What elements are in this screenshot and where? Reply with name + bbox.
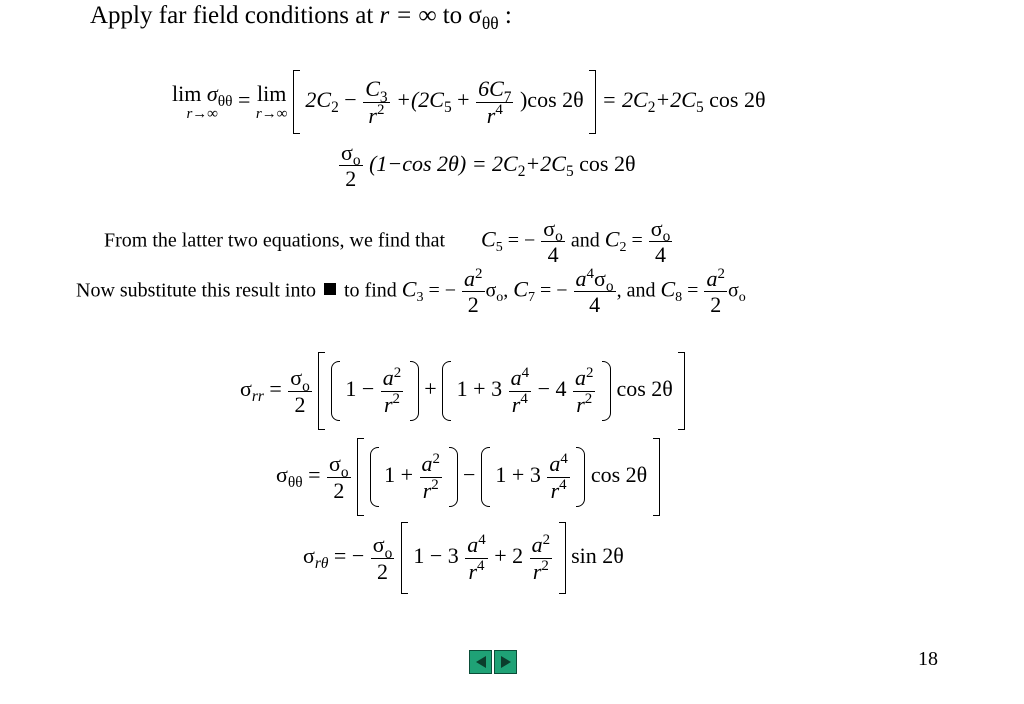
square-marker-icon bbox=[324, 283, 336, 295]
srt-pre-den: 2 bbox=[377, 558, 389, 584]
sigma-thetatheta-equation bbox=[276, 438, 660, 516]
srt-f1-den: r bbox=[468, 558, 478, 584]
line3-f2-num-sub: o bbox=[662, 228, 671, 246]
previous-slide-button[interactable] bbox=[469, 650, 492, 674]
srt-lhs: σ bbox=[303, 543, 315, 569]
slide-navigation bbox=[469, 650, 517, 674]
srt-frac1 bbox=[465, 532, 487, 584]
eq1-minus: − bbox=[344, 87, 357, 113]
page-number: 18 bbox=[918, 648, 938, 670]
eq2-sub2: 5 bbox=[565, 163, 574, 181]
title-sigma-sub: θθ bbox=[481, 13, 499, 34]
line4-text1: Now substitute this result into bbox=[76, 279, 316, 302]
lim2-word: lim bbox=[256, 80, 287, 106]
triangle-left-icon bbox=[473, 654, 489, 670]
line3-f1-den: 4 bbox=[547, 242, 559, 268]
eq1-c5-sub: 5 bbox=[443, 99, 452, 117]
line4-c7: C bbox=[513, 276, 528, 302]
srr-p2-f2-den: r bbox=[576, 391, 585, 417]
srr-paren2-close bbox=[602, 361, 611, 421]
stt-p2-num-sup: 4 bbox=[560, 450, 568, 467]
line4-c8: C bbox=[660, 276, 676, 302]
sigma0-over-2 bbox=[339, 140, 363, 192]
lim-sigma: σ bbox=[206, 80, 218, 106]
stt-p1-frac bbox=[420, 451, 442, 503]
eq1-cos: )cos 2θ bbox=[519, 87, 584, 113]
srr-p2-frac1 bbox=[509, 365, 531, 417]
line3-f1-num: σ bbox=[543, 216, 556, 241]
line4-c7-sub: 7 bbox=[527, 290, 535, 306]
line4-f3-num: a bbox=[706, 266, 718, 291]
stt-right-bracket bbox=[653, 438, 660, 516]
srr-p2-f1-den: r bbox=[511, 391, 521, 417]
sigma-rtheta-equation bbox=[303, 522, 624, 594]
line3-c2: C bbox=[604, 226, 620, 252]
stt-p1-a: 1 + bbox=[384, 462, 414, 488]
line4-frac2 bbox=[574, 266, 616, 318]
srr-p1-frac bbox=[381, 365, 403, 417]
eq1-2c2-sub: 2 bbox=[331, 99, 339, 117]
eq2-sigma: σ bbox=[341, 140, 353, 165]
line3-c5: C bbox=[481, 226, 496, 252]
line3-eq-neg: = − bbox=[502, 229, 536, 252]
stt-prefactor bbox=[327, 451, 351, 503]
eq2-cos: cos 2θ bbox=[579, 150, 636, 176]
eq2-den: 2 bbox=[345, 166, 357, 192]
stt-p2-frac bbox=[547, 451, 569, 503]
c7-den: r bbox=[486, 102, 496, 128]
line3-frac1 bbox=[541, 216, 565, 268]
srr-pre-num: σ bbox=[290, 365, 303, 391]
eq1-2c2: 2C bbox=[305, 87, 332, 113]
srr-pre-den: 2 bbox=[294, 391, 306, 417]
srr-p2-a: 1 + 3 bbox=[456, 376, 503, 402]
triangle-right-icon bbox=[498, 654, 514, 670]
lim-under: r→∞ bbox=[186, 105, 218, 122]
srt-sin: sin 2θ bbox=[571, 543, 624, 569]
stt-lhs: σ bbox=[276, 462, 288, 488]
srr-cos: cos 2θ bbox=[616, 376, 673, 402]
srr-lhs-sub: rr bbox=[251, 388, 264, 406]
substitute-line bbox=[76, 266, 746, 318]
line4-f1-num-sup: 2 bbox=[475, 265, 483, 282]
srt-lhs-sub: rθ bbox=[314, 555, 329, 573]
stt-p2-den: r bbox=[550, 477, 560, 503]
stt-paren2-open bbox=[481, 447, 490, 507]
eq2-body: (1−cos 2θ) = 2C bbox=[369, 150, 518, 176]
srt-f2-den: r bbox=[532, 558, 542, 584]
line4-f3-num-sup: 2 bbox=[717, 265, 725, 282]
line3-f2-num: σ bbox=[650, 216, 663, 241]
far-field-equation bbox=[338, 140, 636, 192]
line4-comma2: , bbox=[616, 279, 622, 302]
line4-f1-num: a bbox=[464, 266, 476, 291]
line4-frac1 bbox=[462, 266, 484, 318]
srt-f1-num-sup: 4 bbox=[478, 531, 486, 548]
line4-sigma2: σ bbox=[727, 279, 739, 302]
srr-p2-f1-den-sup: 4 bbox=[520, 391, 528, 408]
srt-f2-num-sup: 2 bbox=[542, 531, 551, 548]
line4-f2-num-a: a bbox=[575, 266, 587, 291]
line3-c2-sub: 2 bbox=[619, 240, 627, 256]
srr-p2-f1-num: a bbox=[510, 365, 522, 391]
stt-paren1-close bbox=[449, 447, 458, 507]
srr-paren1-open bbox=[331, 361, 340, 421]
6c7-over-r4 bbox=[476, 76, 513, 128]
stt-p1-num: a bbox=[421, 451, 433, 477]
line3-f1-num-sub: o bbox=[555, 228, 563, 246]
srt-f2-num: a bbox=[531, 532, 543, 558]
stt-paren2-close bbox=[576, 447, 585, 507]
line3-eq: = bbox=[626, 229, 643, 252]
line4-frac3 bbox=[704, 266, 726, 318]
eq1-rhs: = 2C bbox=[601, 87, 648, 113]
stt-left-bracket bbox=[357, 438, 364, 516]
stt-minus: − bbox=[463, 462, 476, 488]
lim-sigma-sub: θθ bbox=[217, 93, 233, 111]
srt-eq: = − bbox=[328, 543, 365, 569]
line4-f3-den: 2 bbox=[710, 292, 722, 318]
srr-paren2-open bbox=[442, 361, 451, 421]
title-text: Apply far field conditions at bbox=[90, 2, 374, 29]
c7-num: 6C bbox=[478, 76, 504, 102]
line4-f2-num-sig-sub: o bbox=[605, 278, 614, 296]
line4-sigma2-sub: o bbox=[738, 290, 746, 306]
srr-p1-num: a bbox=[382, 365, 394, 391]
limit-rhs bbox=[256, 82, 288, 123]
c3-den-sup: 2 bbox=[376, 102, 385, 119]
stt-p2-a: 1 + 3 bbox=[495, 462, 541, 488]
line4-f2-num-sig: σ bbox=[594, 266, 606, 291]
stt-paren1-open bbox=[370, 447, 379, 507]
srt-left-bracket bbox=[401, 522, 408, 594]
srr-pre-num-sub: o bbox=[302, 377, 310, 395]
stt-lhs-sub: θθ bbox=[287, 474, 303, 492]
srr-p1-den: r bbox=[383, 391, 393, 417]
eq1-rhs-sub1: 2 bbox=[647, 99, 656, 117]
title-r-infinity: r = ∞ bbox=[379, 2, 437, 29]
srt-pre-num-sub: o bbox=[384, 544, 393, 562]
line3-text: From the latter two equations, we find that bbox=[104, 229, 446, 252]
stt-p2-den-sup: 4 bbox=[559, 477, 567, 494]
stt-p1-den-sup: 2 bbox=[431, 477, 439, 494]
line4-text2: to find bbox=[344, 279, 397, 302]
line3-frac2 bbox=[649, 216, 673, 268]
srr-p2-f2-den-sup: 2 bbox=[584, 391, 593, 408]
srt-pre-num: σ bbox=[372, 532, 385, 558]
stt-eq: = bbox=[302, 462, 321, 488]
srr-p1-a: 1 − bbox=[345, 376, 375, 402]
line4-sigma-sub: o bbox=[496, 290, 504, 306]
stt-pre-num-sub: o bbox=[340, 463, 349, 481]
right-bracket bbox=[589, 70, 596, 134]
srr-paren1-close bbox=[410, 361, 419, 421]
sigma-rr-equation bbox=[240, 352, 685, 430]
line3-and: and bbox=[570, 229, 600, 252]
srr-p2-f2-num: a bbox=[574, 365, 586, 391]
slide-title bbox=[90, 2, 512, 34]
eq1-rhs-cos: cos 2θ bbox=[709, 87, 766, 113]
line4-c3-sub: 3 bbox=[416, 290, 424, 306]
line4-and: and bbox=[626, 279, 656, 302]
srr-right-bracket bbox=[678, 352, 685, 430]
limit-equation bbox=[172, 70, 766, 134]
srr-prefactor bbox=[288, 365, 312, 417]
srt-frac2 bbox=[530, 532, 552, 584]
srt-f1-den-sup: 4 bbox=[477, 558, 485, 575]
stt-pre-den: 2 bbox=[333, 477, 345, 503]
eq1-equals: = bbox=[237, 87, 251, 113]
limit-lhs bbox=[172, 82, 232, 123]
srt-right-bracket bbox=[559, 522, 566, 594]
srr-p2-mid: − 4 bbox=[537, 376, 567, 402]
stt-p2-num: a bbox=[549, 451, 561, 477]
latter-equations-line bbox=[104, 216, 673, 268]
line4-comma1: , bbox=[503, 279, 509, 302]
eq1-rhs-mid: +2C bbox=[655, 87, 696, 113]
eq1-rhs-sub2: 5 bbox=[695, 99, 704, 117]
line4-eq-neg2: = − bbox=[534, 279, 568, 302]
title-to-sigma: to σ bbox=[442, 2, 482, 29]
line4-f2-den: 4 bbox=[589, 292, 601, 318]
title-colon: : bbox=[504, 2, 512, 29]
c3-over-r2 bbox=[363, 76, 389, 128]
line4-eq-neg: = − bbox=[423, 279, 457, 302]
srt-a: 1 − 3 bbox=[413, 543, 459, 569]
stt-pre-num: σ bbox=[329, 451, 341, 477]
stt-p1-num-sup: 2 bbox=[432, 450, 440, 467]
c7-den-sup: 4 bbox=[495, 102, 503, 119]
line4-c8-sub: 8 bbox=[675, 290, 683, 306]
stt-cos: cos 2θ bbox=[590, 462, 648, 488]
srr-p2-frac2 bbox=[573, 365, 595, 417]
srr-lhs: σ bbox=[240, 376, 252, 402]
srr-plus: + bbox=[424, 376, 437, 402]
c7-num-sub: 7 bbox=[503, 88, 512, 106]
c3-num: C bbox=[365, 76, 380, 102]
srt-prefactor bbox=[371, 532, 395, 584]
line4-c3: C bbox=[401, 276, 417, 302]
line4-f1-den: 2 bbox=[467, 292, 479, 318]
line4-sigma: σ bbox=[485, 279, 497, 302]
srr-eq: = bbox=[263, 376, 282, 402]
srr-p1-num-sup: 2 bbox=[393, 364, 402, 381]
line3-f2-den: 4 bbox=[655, 242, 666, 268]
c3-num-sub: 3 bbox=[379, 88, 388, 106]
next-slide-button[interactable] bbox=[494, 650, 517, 674]
srt-mid: + 2 bbox=[494, 543, 524, 569]
eq2-sub1: 2 bbox=[517, 163, 526, 181]
line4-f2-num-sup: 4 bbox=[586, 265, 595, 282]
srt-f1-num: a bbox=[467, 532, 479, 558]
eq1-plus-2c5: +(2C bbox=[396, 87, 444, 113]
srr-p1-den-sup: 2 bbox=[392, 391, 401, 408]
eq2-sigma-sub: o bbox=[352, 152, 361, 170]
eq2-mid: +2C bbox=[525, 150, 566, 176]
lim-word: lim bbox=[172, 80, 202, 106]
srr-left-bracket bbox=[318, 352, 325, 430]
stt-p1-den: r bbox=[422, 477, 432, 503]
eq1-plus: + bbox=[457, 87, 470, 113]
c3-den: r bbox=[368, 102, 377, 128]
left-bracket bbox=[293, 70, 300, 134]
line4-eq: = bbox=[682, 279, 699, 302]
srr-p2-f2-num-sup: 2 bbox=[585, 364, 594, 381]
srt-f2-den-sup: 2 bbox=[541, 558, 549, 575]
srr-p2-f1-num-sup: 4 bbox=[521, 364, 530, 381]
line3-c5-sub: 5 bbox=[495, 240, 503, 256]
lim2-under: r→∞ bbox=[255, 105, 288, 122]
